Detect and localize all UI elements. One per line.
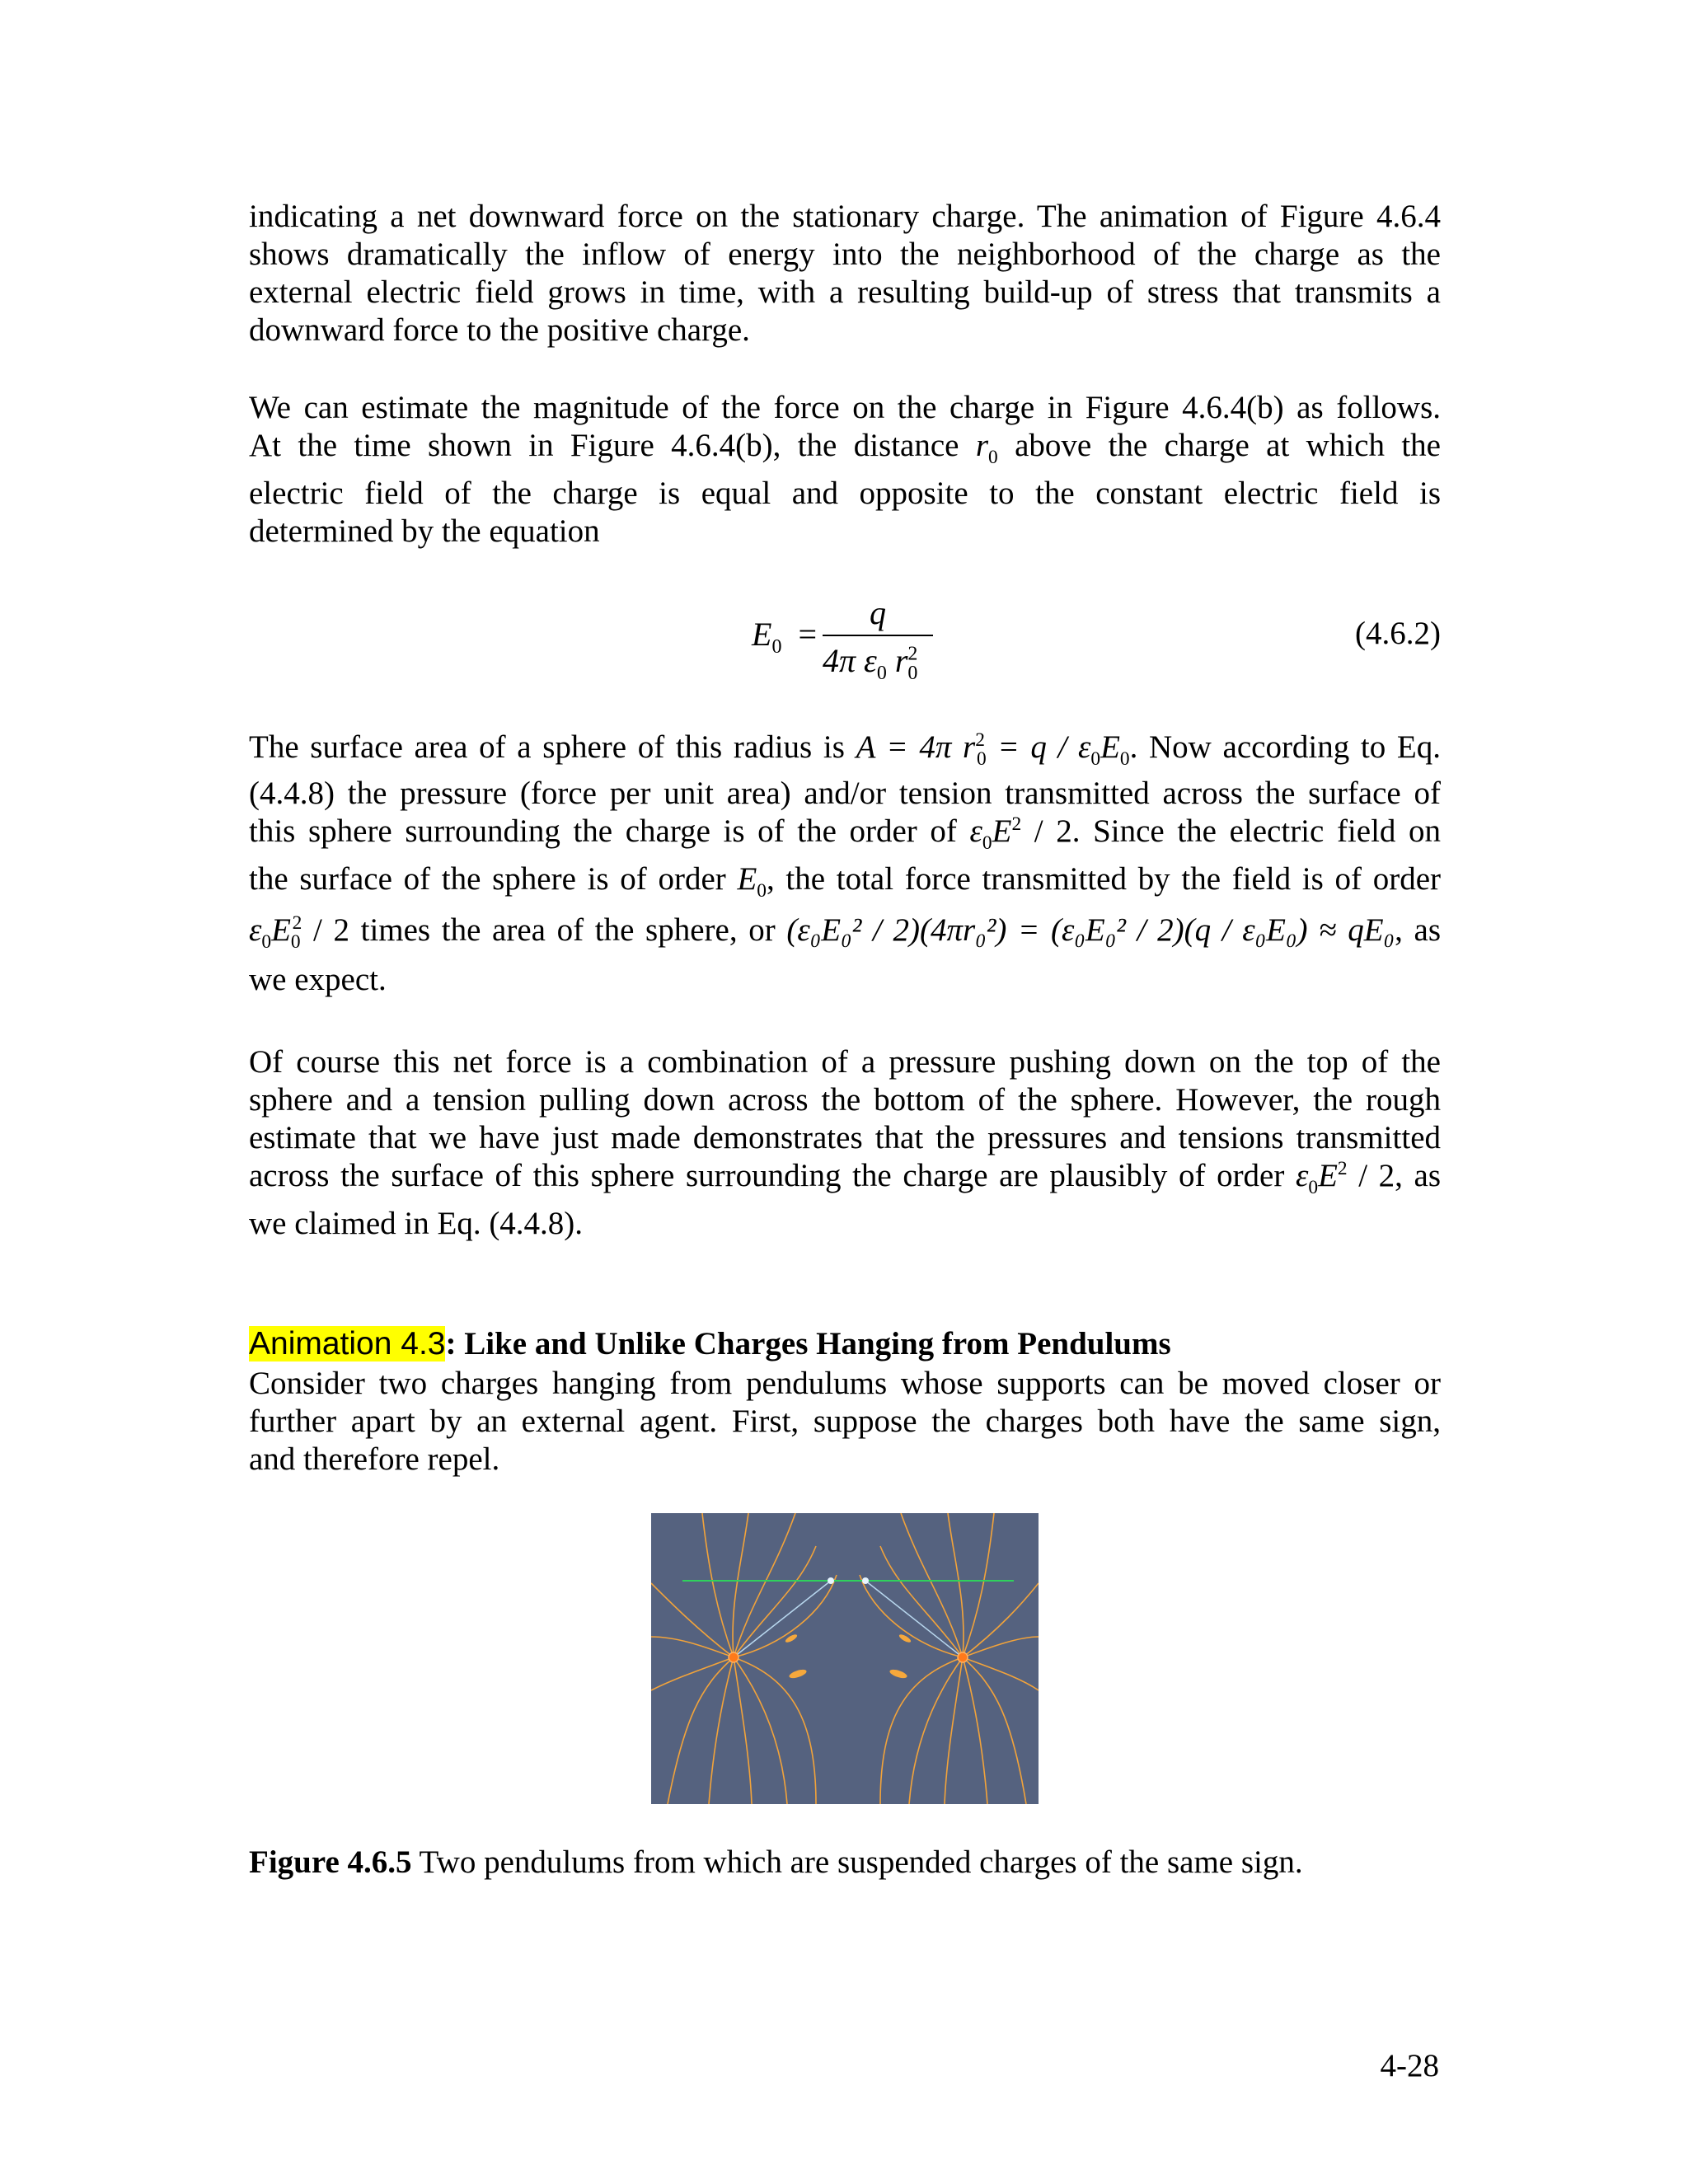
math-var: ε — [969, 813, 982, 849]
math-var: E — [271, 912, 291, 948]
equation-numerator — [824, 593, 931, 632]
text-line: indicating a net downward force on the stationary charge. The animation of Figure 4.6.4 — [249, 199, 1441, 234]
math-var: E — [1100, 729, 1120, 765]
text-fragment: . Since the electric field on — [1071, 813, 1442, 849]
math-sup: 2 — [907, 643, 918, 665]
pivot-right — [862, 1577, 869, 1584]
text-line: external electric field grows in time, with a resulting build-up of stress that transmits a — [249, 274, 1441, 310]
text-line — [249, 912, 1441, 961]
pendulum-figure — [651, 1513, 1039, 1804]
math-r0 — [975, 428, 998, 468]
text-line: estimate that we have just made demonstrates that the pressures and tensions transmitted — [249, 1120, 1441, 1155]
math-var: E — [752, 616, 772, 653]
text-line — [249, 813, 1441, 860]
animation-heading — [249, 1325, 1441, 1363]
math-var: ε — [249, 912, 262, 948]
text-line: shows dramatically the inflow of energy into the neighborhood of the charge as the — [249, 237, 1441, 272]
text-fragment: times the area of the sphere, or — [360, 912, 776, 948]
caption-text: Two pendulums from which are suspended charges of the same sign. — [411, 1844, 1303, 1880]
math-var: r — [975, 428, 989, 463]
math-sub: 0 — [771, 636, 782, 658]
math-expr: / 2 — [1358, 1158, 1395, 1193]
text-fragment: . Now according to Eq. — [1129, 729, 1442, 765]
equation-denominator — [823, 641, 918, 684]
text-line: sphere and a tension pulling down across the bottom of the sphere. However, the rough — [249, 1082, 1441, 1118]
math-expr: / 2 — [312, 912, 349, 948]
text-line — [249, 427, 1441, 475]
text-line: Of course this net force is a combination of a pressure pushing down on the top of the — [249, 1044, 1441, 1080]
text-line: electric field of the charge is equal and opposite to the constant electric field is — [249, 476, 1441, 511]
text-line — [249, 1157, 1441, 1205]
text-line: further apart by an external agent. First, suppose the charges both have the same sign, — [249, 1404, 1441, 1439]
math-energy-density: $\varepsilon_0E_0^2 / 2$ — [249, 912, 349, 953]
math-expr: 4π ε — [823, 642, 877, 679]
paragraph-2 — [249, 389, 1441, 551]
math-expr: A = 4π r — [856, 729, 976, 765]
paragraph-3 — [249, 729, 1441, 999]
text-line: determined by the equation — [249, 513, 600, 549]
text-fragment: across the surface of this sphere surrounding the charge are plausibly of order — [249, 1158, 1285, 1193]
math-sub: 0 — [988, 446, 998, 468]
math-sub: 0 — [876, 663, 887, 684]
charge-right — [958, 1652, 968, 1662]
text-line: we expect. — [249, 962, 387, 997]
text-fragment: this sphere surrounding the charge is of the order of — [249, 813, 957, 849]
math-force-expression: (ε₀E₀² / 2)(4πr₀²) = (ε₀E₀² / 2)(q / ε₀E₀) ≈ qE₀ — [786, 912, 1395, 948]
text-fragment: , as — [1395, 912, 1441, 948]
text-line: we claimed in Eq. (4.4.8). — [249, 1206, 584, 1241]
text-line: downward force to the positive charge. — [249, 312, 750, 348]
math-var: E — [1318, 1158, 1338, 1193]
text-fragment: The surface area of a sphere of this radius is — [249, 729, 845, 765]
page-number: 4-28 — [1380, 2048, 1439, 2083]
paragraph-4 — [249, 1043, 1441, 1243]
animation-label[interactable]: Animation 4.3 — [249, 1326, 446, 1361]
equals-sign: = — [798, 616, 817, 653]
paragraph-1 — [249, 198, 1441, 349]
text-fragment: above the charge at which the — [1015, 428, 1441, 463]
figure-background — [651, 1513, 1039, 1804]
math-var: E — [992, 813, 1012, 849]
caption-label: Figure 4.6.5 — [249, 1844, 412, 1880]
math-var: q — [870, 594, 886, 631]
fraction-bar — [823, 635, 933, 636]
math-area: A = 4π $r^2_0 = q / \varepsilon_0E_0$ — [856, 729, 1130, 770]
math-var: E — [737, 861, 757, 897]
math-var: ε — [1295, 1158, 1309, 1193]
text-line: We can estimate the magnitude of the force on the charge in Figure 4.6.4(b) as follows. — [249, 390, 1441, 425]
math-var: r — [894, 642, 908, 679]
math-sub: 0 — [907, 663, 918, 684]
charge-left — [729, 1652, 738, 1662]
paragraph-5 — [249, 1365, 1441, 1479]
text-line — [249, 729, 1441, 775]
text-fragment: At the time shown in Figure 4.6.4(b), the distance — [249, 428, 959, 463]
text-fragment: , the total force transmitted by the field is of order — [766, 861, 1442, 897]
text-fragment: the surface of the sphere is of order — [249, 861, 726, 897]
math-expr: / 2 — [1034, 813, 1072, 849]
animation-title: : Like and Unlike Charges Hanging from Pendulums — [445, 1326, 1171, 1361]
equation-lhs — [752, 615, 817, 658]
math-e0: $E_0$ — [737, 861, 767, 902]
equation-number: (4.6.2) — [1355, 616, 1441, 651]
text-line: and therefore repel. — [249, 1441, 500, 1477]
text-fragment: , as — [1395, 1158, 1442, 1193]
math-expr: = q / ε — [997, 729, 1091, 765]
math-energy-density: $\varepsilon_0E^2 / 2$ — [969, 813, 1072, 854]
math-energy-density: $\varepsilon_0E^2 / 2$ — [1295, 1158, 1395, 1198]
figure-caption — [249, 1844, 1303, 1882]
text-line — [249, 860, 1441, 912]
text-line: Consider two charges hanging from pendulums whose supports can be moved closer or — [249, 1366, 1441, 1401]
text-line: (4.4.8) the pressure (force per unit area) and/or tension transmitted across the surface of — [249, 776, 1441, 811]
pivot-left — [828, 1577, 834, 1584]
